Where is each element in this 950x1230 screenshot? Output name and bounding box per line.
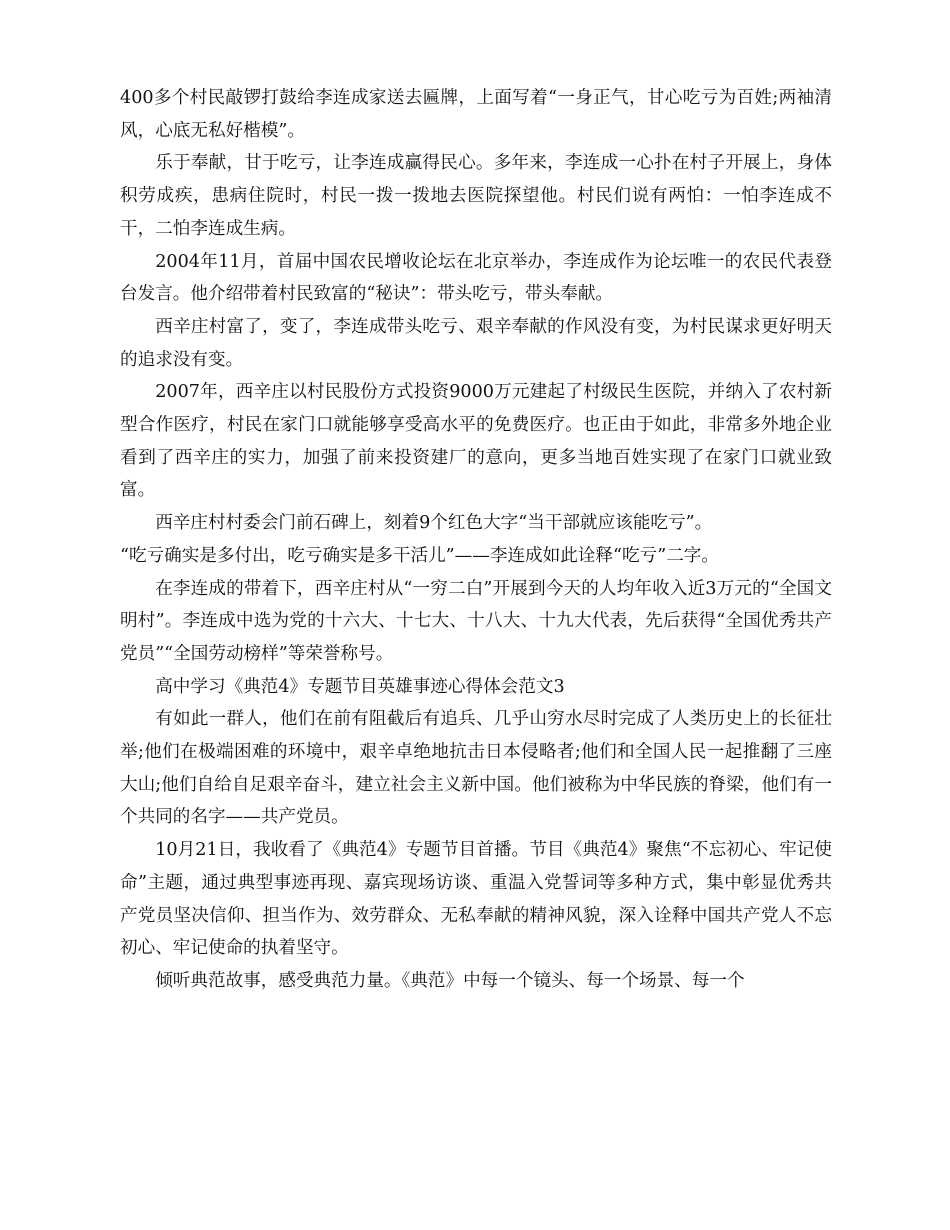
paragraph-5: 2007年，西辛庄以村民股份方式投资9000万元建起了村级民生医院，并纳入了农村新型合作医疗，村民在家门口就能够享受高水平的免费医疗。也正由于如此，非常多外地企业看到了西辛庄的实力，加强了前来投资建厂的意向，更多当地百姓实现了在家门口就业致富。 [120,382,832,501]
paragraph-3: 2004年11月，首届中国农民增收论坛在北京举办，李连成作为论坛唯一的农民代表登台发言。他介绍带着村民致富的“秘诀”：带头吃亏，带头奉献。 [120,251,832,305]
paragraph-2: 乐于奉献，甘于吃亏，让李连成赢得民心。多年来，李连成一心扑在村子开展上，身体积劳成疾，患病住院时，村民一拨一拨地去医院探望他。村民们说有两怕：一怕李连成不干，二怕李连成生病。 [120,153,832,239]
paragraph-1: 400多个村民敲锣打鼓给李连成家送去匾牌，上面写着“一身正气，甘心吃亏为百姓;两袖清风，心底无私好楷模”。 [120,88,832,141]
document-page [120,82,832,998]
paragraph-4: 西辛庄村富了，变了，李连成带头吃亏、艰辛奉献的作风没有变，为村民谋求更好明天的追求没有变。 [120,316,832,370]
paragraph-7: “吃亏确实是多付出，吃亏确实是多干活儿”——李连成如此诠释“吃亏”二字。 [120,545,719,566]
paragraph-11: 10月21日，我收看了《典范4》专题节目首播。节目《典范4》聚焦“不忘初心、牢记使命”主题，通过典型事迹再现、嘉宾现场访谈、重温入党誓词等多种方式，集中彰显优秀共产党员坚决信仰、担当作为、效劳群众、无私奉献的精神风貌，深入诠释中国共产党人不忘初心、牢记使命的执着坚守。 [120,840,832,959]
paragraph-6: 西辛庄村村委会门前石碑上，刻着9个红色大字“当干部就应该能吃亏”。 [155,513,713,534]
section-heading: 高中学习《典范4》专题节目英雄事迹心得体会范文3 [155,676,565,697]
paragraph-12: 倾听典范故事，感受典范力量。《典范》中每一个镜头、每一个场景、每一个 [155,970,745,991]
paragraph-10: 有如此一群人，他们在前有阻截后有追兵、几乎山穷水尽时完成了人类历史上的长征壮举;他们在极端困难的环境中，艰辛卓绝地抗击日本侵略者;他们和全国人民一起推翻了三座大山;他们自给自足艰辛奋斗，建立社会主义新中国。他们被称为中华民族的脊梁，他们有一个共同的名字——共产党员。 [120,709,832,828]
paragraph-8: 在李连成的带着下，西辛庄村从“一穷二白”开展到今天的人均年收入近3万元的“全国文明村”。李连成中选为党的十六大、十七大、十八大、十九大代表，先后获得“全国优秀共产党员”“全国劳动榜样”等荣誉称号。 [120,578,832,664]
